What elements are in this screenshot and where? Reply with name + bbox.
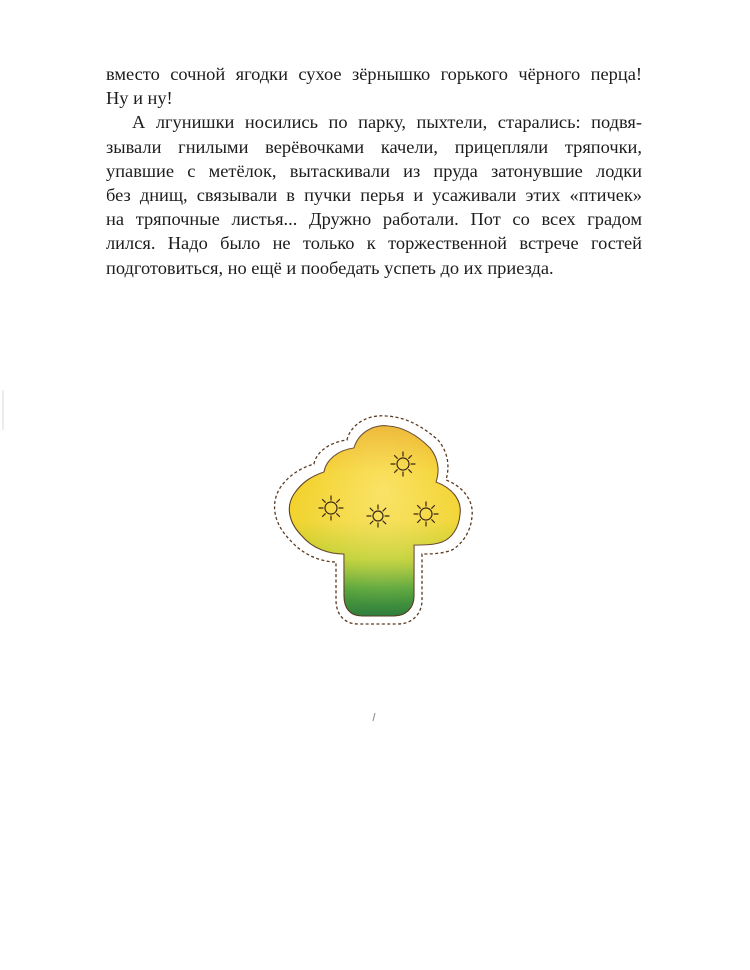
text-line-5: упавшие с метёлок, вытаскивали из пруда затонувшие лодки [106, 160, 642, 181]
text-line-7: на тряпочные листья... Дружно работали. Пот со всех градом [106, 209, 642, 230]
text-line-8: лился. Надо было не только к торжественной встрече гостей [106, 233, 642, 254]
tree-illustration [262, 404, 492, 634]
text-line-9: подготовиться, но ещё и пообедать успеть до их приезда. [106, 257, 554, 278]
text-line-1: вместо сочной ягодки сухое зёрнышко горького чёрного перца! [106, 64, 642, 84]
scan-edge-mark [2, 390, 4, 430]
text-line-6: без днищ, связывали в пучки перья и усаживали этих «птичек» [106, 185, 642, 206]
text-line-2: Ну и ну! [106, 88, 173, 109]
story-text [106, 62, 642, 280]
text-line-3: А лгунишки носились по парку, пыхтели, старались: подвя- [132, 112, 642, 133]
text-line-4: зывали гнилыми верёвочками качели, прицепляли тряпочки, [106, 136, 642, 157]
paper-speck [372, 712, 376, 722]
